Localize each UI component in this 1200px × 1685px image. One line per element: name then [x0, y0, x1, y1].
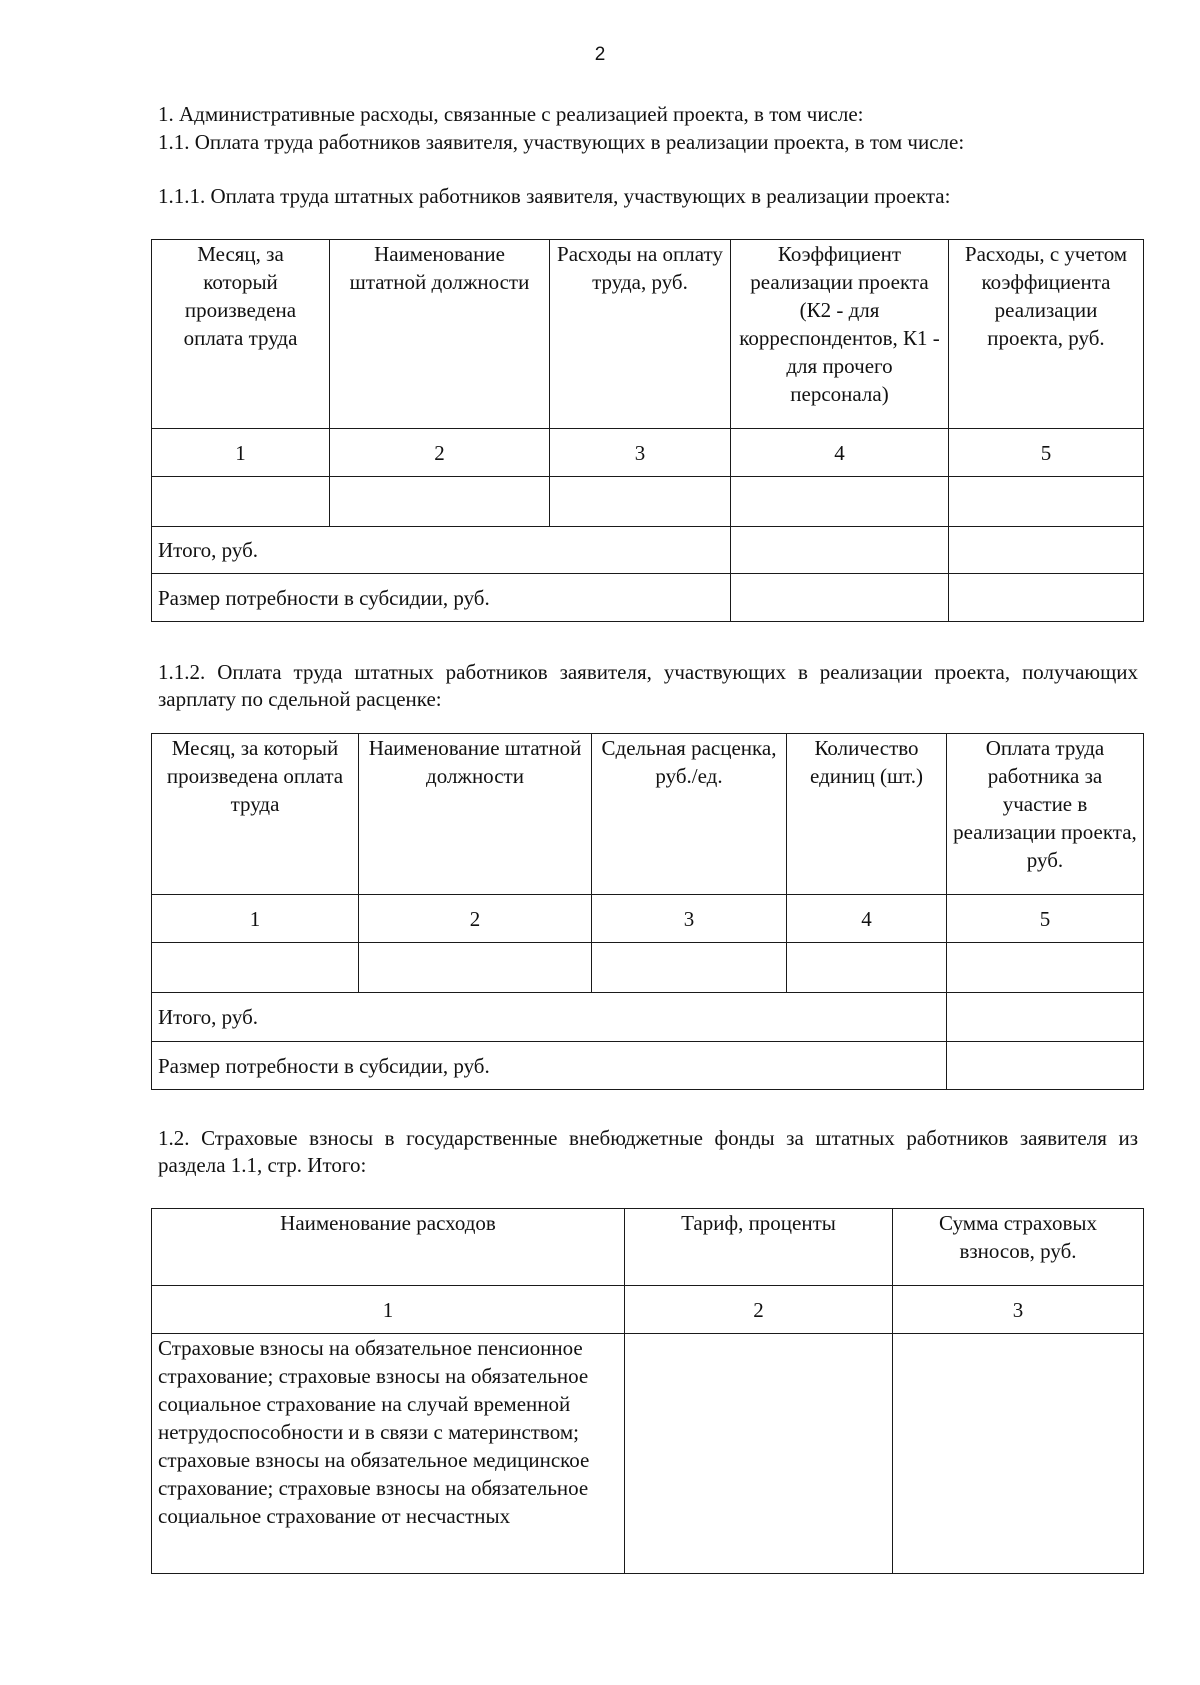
insurance-description: Страховые взносы на обязательное пенсионное страхование; страховые взносы на обязательное социальное страхование на случай временной нетрудоспособности и в связи с материнством; страховые взносы на обязательное медицинское страхование; страховые взносы на обязательное социальное страхование от несчастных — [152, 1334, 625, 1574]
tariff-cell[interactable] — [625, 1334, 893, 1574]
section-1-1-heading: 1.1. Оплата труда работников заявителя, участвующих в реализации проекта, в том числе: — [158, 130, 965, 154]
column-number: 1 — [152, 895, 359, 943]
subsidy-cell[interactable] — [949, 574, 1144, 622]
column-number: 4 — [731, 429, 949, 477]
table-header-row — [152, 1209, 1144, 1286]
column-header: Сдельная расценка, руб./ед. — [592, 734, 787, 895]
column-header: Расходы, с учетом коэффициента реализации проекта, руб. — [949, 240, 1144, 429]
subsidy-label: Размер потребности в субсидии, руб. — [152, 574, 731, 622]
section-1-heading: 1. Административные расходы, связанные с реализацией проекта, в том числе: — [158, 102, 864, 126]
data-cell[interactable] — [152, 477, 330, 527]
column-header: Количество единиц (шт.) — [787, 734, 947, 895]
column-header: Месяц, за который произведена оплата труда — [152, 734, 359, 895]
subsidy-row — [152, 1042, 1144, 1090]
column-header: Наименование штатной должности — [359, 734, 592, 895]
column-number: 3 — [592, 895, 787, 943]
section-1-1-2-heading: 1.1.2. Оплата труда штатных работников заявителя, участвующих в реализации проекта, получающих зарплату по сдельной расценке: — [158, 660, 1138, 711]
empty-data-row — [152, 477, 1144, 527]
column-number: 5 — [947, 895, 1144, 943]
data-cell[interactable] — [550, 477, 731, 527]
column-number-row — [152, 895, 1144, 943]
data-cell[interactable] — [947, 943, 1144, 993]
column-number: 2 — [359, 895, 592, 943]
column-number: 5 — [949, 429, 1144, 477]
data-cell[interactable] — [592, 943, 787, 993]
insurance-contributions-table — [151, 1208, 1144, 1574]
data-cell[interactable] — [787, 943, 947, 993]
page-number: 2 — [594, 44, 606, 65]
insurance-row — [152, 1334, 1144, 1574]
data-cell[interactable] — [731, 477, 949, 527]
column-number: 2 — [330, 429, 550, 477]
column-header: Тариф, проценты — [625, 1209, 893, 1286]
column-number-row — [152, 429, 1144, 477]
piecework-salary-table — [151, 733, 1144, 1090]
total-label: Итого, руб. — [152, 993, 947, 1042]
column-number: 2 — [625, 1286, 893, 1334]
total-cell[interactable] — [731, 527, 949, 574]
data-cell[interactable] — [152, 943, 359, 993]
total-row — [152, 527, 1144, 574]
column-header: Месяц, за который произведена оплата труда — [152, 240, 330, 429]
column-header: Расходы на оплату труда, руб. — [550, 240, 731, 429]
column-number: 3 — [550, 429, 731, 477]
empty-data-row — [152, 943, 1144, 993]
staff-salary-table — [151, 239, 1144, 622]
subsidy-cell[interactable] — [731, 574, 949, 622]
column-header: Наименование штатной должности — [330, 240, 550, 429]
column-header: Оплата труда работника за участие в реализации проекта, руб. — [947, 734, 1144, 895]
table-header-row — [152, 240, 1144, 429]
data-cell[interactable] — [949, 477, 1144, 527]
total-row — [152, 993, 1144, 1042]
column-number-row — [152, 1286, 1144, 1334]
section-1-2-heading: 1.2. Страховые взносы в государственные внебюджетные фонды за штатных работников заявителя из раздела 1.1, стр. Итого: — [158, 1126, 1138, 1177]
subsidy-row — [152, 574, 1144, 622]
total-label: Итого, руб. — [152, 527, 731, 574]
subsidy-label: Размер потребности в субсидии, руб. — [152, 1042, 947, 1090]
column-header: Коэффициент реализации проекта (К2 - для корреспондентов, К1 - для прочего персонала) — [731, 240, 949, 429]
column-number: 1 — [152, 429, 330, 477]
total-cell[interactable] — [947, 993, 1144, 1042]
column-number: 4 — [787, 895, 947, 943]
column-number: 1 — [152, 1286, 625, 1334]
table-header-row — [152, 734, 1144, 895]
data-cell[interactable] — [330, 477, 550, 527]
column-number: 3 — [893, 1286, 1144, 1334]
amount-cell[interactable] — [893, 1334, 1144, 1574]
column-header: Наименование расходов — [152, 1209, 625, 1286]
subsidy-cell[interactable] — [947, 1042, 1144, 1090]
column-header: Сумма страховых взносов, руб. — [893, 1209, 1144, 1286]
section-1-1-1-heading: 1.1.1. Оплата труда штатных работников заявителя, участвующих в реализации проекта: — [158, 184, 951, 208]
total-cell[interactable] — [949, 527, 1144, 574]
data-cell[interactable] — [359, 943, 592, 993]
